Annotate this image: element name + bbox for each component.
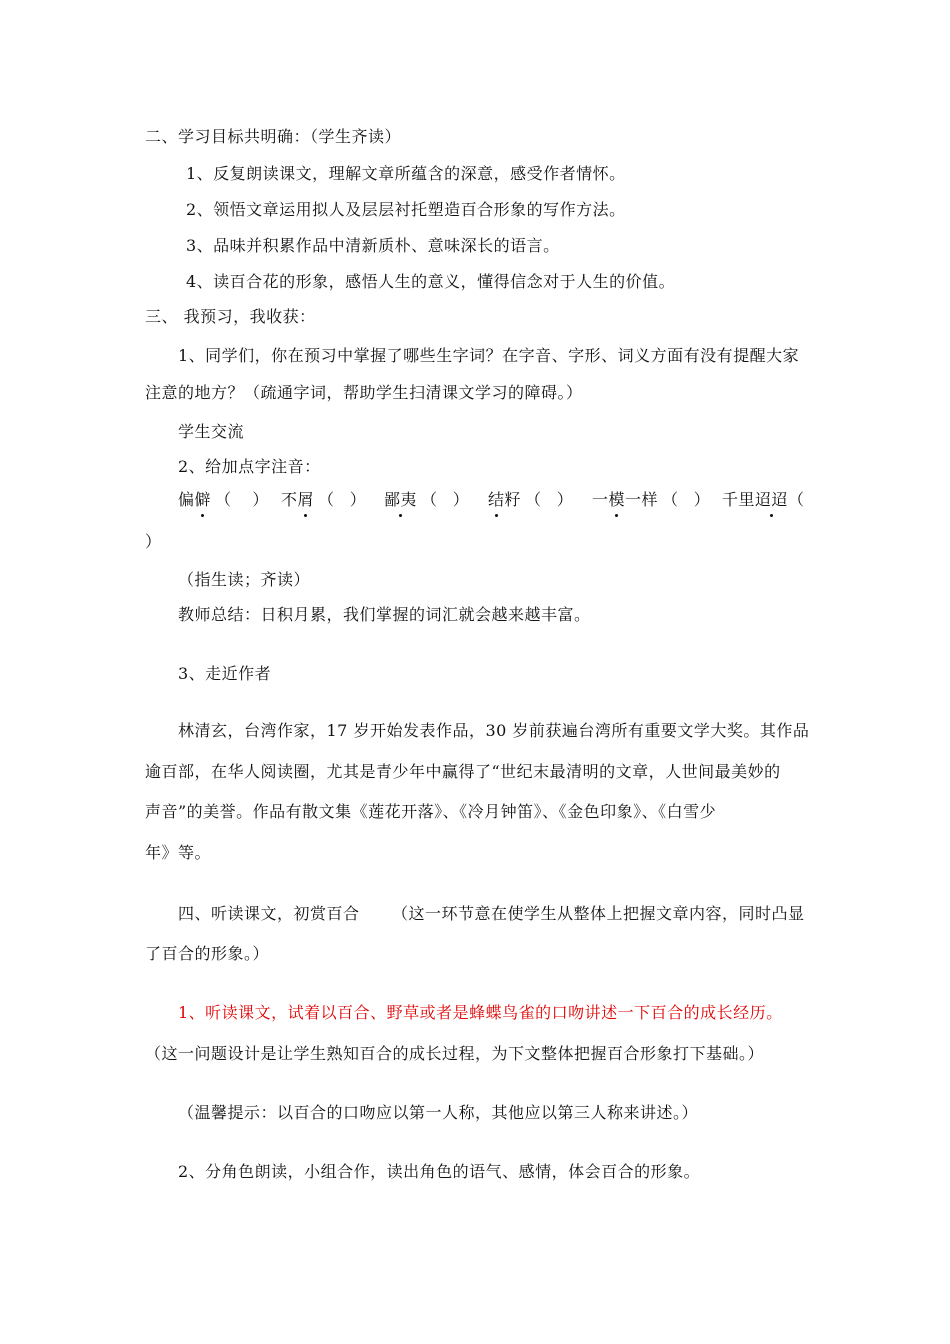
author-line-1: 林清玄，台湾作家，17 岁开始发表作品，30 岁前获遍台湾所有重要文学大奖。其作品 xyxy=(178,721,810,740)
blank-close: ） xyxy=(252,490,269,509)
question-1-line-1: 1、同学们，你在预习中掌握了哪些生字词？在字音、字形、词义方面有没有提醒大家 xyxy=(178,346,800,365)
dotted-char: 鄙夷 xyxy=(384,490,418,509)
author-line-4: 年》等。 xyxy=(145,843,212,862)
dotted-char: 模 xyxy=(608,490,626,509)
word-4: 结籽 （ ） xyxy=(488,490,574,509)
section-3-heading: 三、 我预习，我收获： xyxy=(145,307,316,326)
dotted-char: 结 xyxy=(488,490,505,509)
word-6: 千里迢迢（ xyxy=(722,490,805,509)
question-3: 3、走近作者 xyxy=(178,664,272,683)
dotted-char: 僻 xyxy=(194,490,212,509)
word-3: 鄙夷 （ ） xyxy=(384,490,470,509)
section-4-note-1: （这一环节意在使学生从整体上把握文章内容，同时凸显 xyxy=(392,904,805,923)
dotted-char: 屑 xyxy=(297,490,315,509)
goal-4: 4、读百合花的形象，感悟人生的意义，懂得信念对于人生的价值。 xyxy=(186,272,676,291)
word-2: 不屑 （ ） xyxy=(281,490,367,509)
word-1: 偏僻 （ ） xyxy=(178,490,269,509)
question-1-line-2: 注意的地方？（疏通字词，帮助学生扫清课文学习的障碍。） xyxy=(145,383,583,402)
teacher-summary: 教师总结：日积月累，我们掌握的词汇就会越来越丰富。 xyxy=(178,605,591,624)
dotted-char: 迢迢 xyxy=(755,490,789,509)
task-1: 1、听读课文，试着以百合、野草或者是蜂蝶鸟雀的口吻讲述一下百合的成长经历。 xyxy=(178,1003,783,1022)
goal-2: 2、领悟文章运用拟人及层层衬托塑造百合形象的写作方法。 xyxy=(186,200,626,219)
word-5: 一模一样 （ ） xyxy=(592,490,711,509)
blank-open: （ xyxy=(215,490,232,509)
tip: （温馨提示：以百合的口吻应以第一人称，其他应以第三人称来讲述。） xyxy=(178,1103,699,1122)
task-2: 2、分角色朗读，小组合作，读出角色的语气、感情，体会百合的形象。 xyxy=(178,1162,701,1181)
word-6-close: ） xyxy=(145,532,162,551)
author-line-2: 逾百部，在华人阅读圈，尤其是青少年中赢得了“世纪末最清明的文章，人世间最美妙的 xyxy=(145,762,781,781)
student-exchange: 学生交流 xyxy=(178,422,245,441)
goal-3: 3、品味并积累作品中清新质朴、意味深长的语言。 xyxy=(186,236,560,255)
question-2: 2、给加点字注音： xyxy=(178,457,321,476)
section-4-heading: 四、听读课文，初赏百合 xyxy=(178,904,360,923)
goal-1: 1、反复朗读课文，理解文章所蕴含的深意，感受作者情怀。 xyxy=(186,164,626,183)
author-line-3: 声音”的美誉。作品有散文集《莲花开落》、《冷月钟笛》、《金色印象》、《白雪少 xyxy=(145,802,717,821)
section-2-heading: 二、学习目标共明确：（学生齐读） xyxy=(145,127,402,146)
task-1-note: （这一问题设计是让学生熟知百合的成长过程，为下文整体把握百合形象打下基础。） xyxy=(145,1044,765,1063)
section-4-note-2: 了百合的形象。） xyxy=(145,944,270,963)
reading-note: （指生读；齐读） xyxy=(178,570,311,589)
